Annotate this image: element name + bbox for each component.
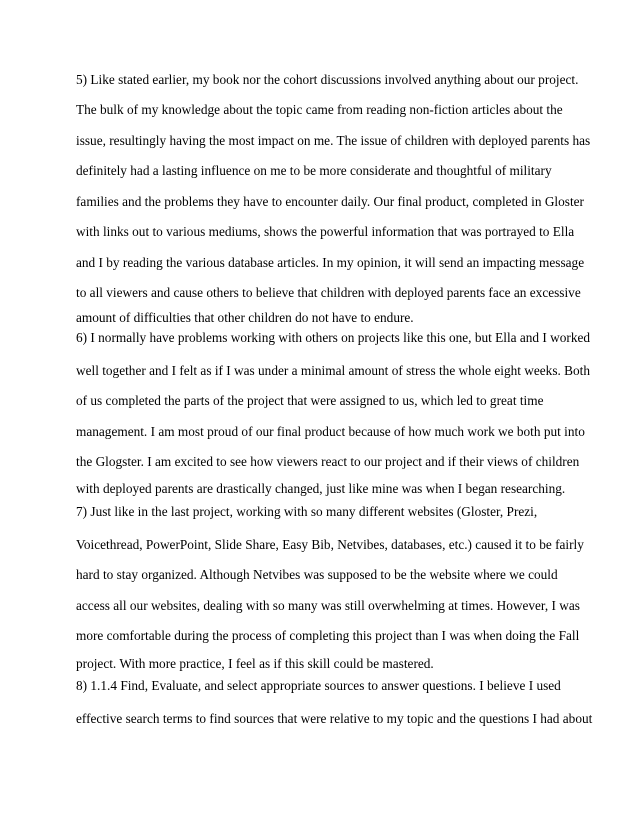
text-line: 5) Like stated earlier, my book nor the cohort discussions involved anything about our project.: [76, 72, 579, 87]
text-line: 7) Just like in the last project, working with so many different websites (Gloster, Prezi,: [76, 504, 538, 519]
text-line: of us completed the parts of the project that were assigned to us, which led to great time: [76, 393, 544, 408]
text-line: The bulk of my knowledge about the topic came from reading non-fiction articles about the: [76, 102, 563, 117]
text-line: with deployed parents are drastically changed, just like mine was when I began researching.: [76, 481, 566, 496]
text-line: project. With more practice, I feel as if this skill could be mastered.: [76, 656, 434, 671]
text-line: definitely had a lasting influence on me to be more considerate and thoughtful of military: [76, 163, 552, 178]
text-line: and I by reading the various database articles. In my opinion, it will send an impacting message: [76, 255, 585, 270]
text-line: well together and I felt as if I was under a minimal amount of stress the whole eight weeks. Both: [76, 363, 591, 378]
text-line: management. I am most proud of our final product because of how much work we both put into: [76, 424, 585, 439]
text-line: to all viewers and cause others to believe that children with deployed parents face an excessive: [76, 285, 581, 300]
text-line: hard to stay organized. Although Netvibes was supposed to be the website where we could: [76, 567, 558, 582]
text-line: Voicethread, PowerPoint, Slide Share, Easy Bib, Netvibes, databases, etc.) caused it to be fairly: [76, 537, 584, 552]
text-line: the Glogster. I am excited to see how viewers react to our project and if their views of children: [76, 454, 580, 469]
text-line: amount of difficulties that other children do not have to endure.: [76, 310, 414, 325]
text-line: more comfortable during the process of completing this project than I was when doing the Fall: [76, 628, 580, 643]
text-line: access all our websites, dealing with so many was still overwhelming at times. However, I was: [76, 598, 580, 613]
text-line: 6) I normally have problems working with others on projects like this one, but Ella and I worked: [76, 330, 591, 345]
text-line: families and the problems they have to encounter daily. Our final product, completed in Gloster: [76, 194, 584, 209]
text-line: issue, resultingly having the most impact on me. The issue of children with deployed parents has: [76, 133, 591, 148]
text-line: effective search terms to find sources that were relative to my topic and the questions I had about: [76, 711, 593, 726]
text-line: with links out to various mediums, shows the powerful information that was portrayed to Ella: [76, 224, 575, 239]
text-line: 8) 1.1.4 Find, Evaluate, and select appropriate sources to answer questions. I believe I used: [76, 678, 561, 693]
